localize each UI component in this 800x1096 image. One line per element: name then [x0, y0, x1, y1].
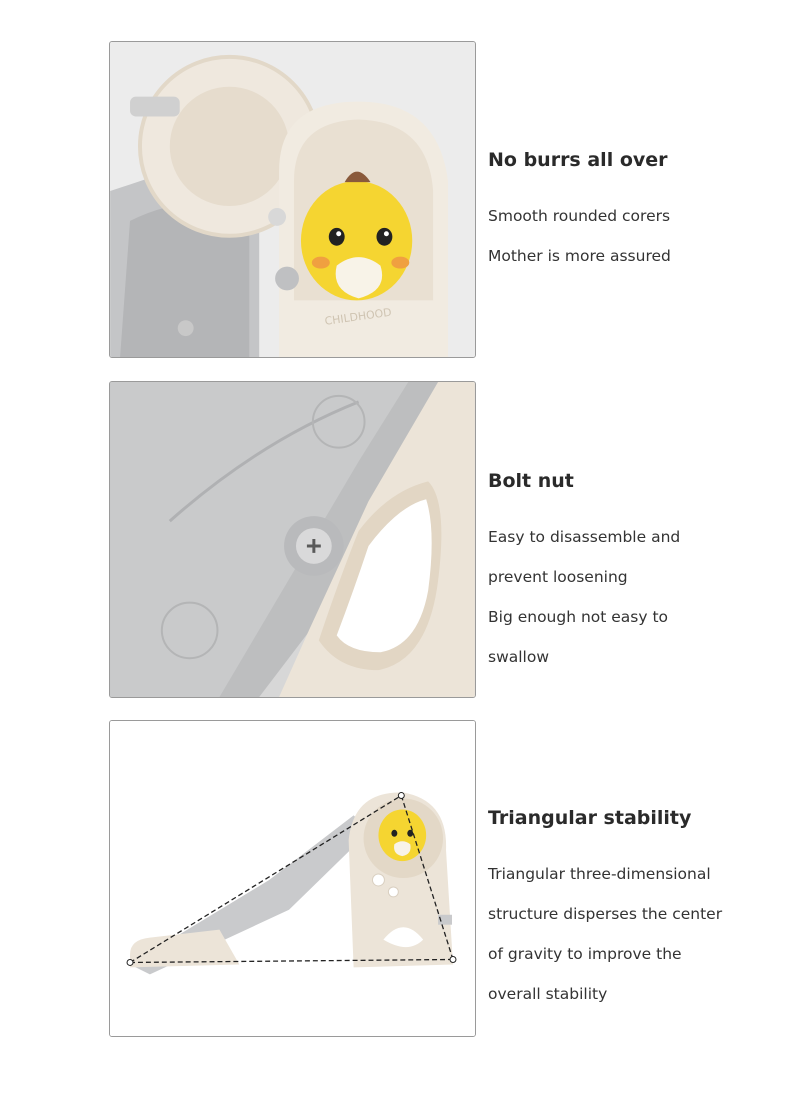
feature-description: [488, 186, 788, 266]
feature-description: [488, 507, 788, 667]
feature-line: structure disperses the center: [488, 905, 723, 923]
feature-line: Big enough not easy to: [488, 608, 669, 626]
feature-line: of gravity to improve the: [488, 945, 682, 963]
feature-description: [488, 844, 788, 1004]
feature-title: No burrs all over: [488, 149, 668, 171]
feature-line: swallow: [488, 648, 550, 666]
feature-title: Triangular stability: [488, 807, 692, 829]
feature-line: Mother is more assured: [488, 247, 671, 265]
product-image-smooth-corners: [109, 41, 476, 358]
feature-triangular-stability: [488, 806, 788, 1004]
slide-side-view-illustration: [110, 721, 475, 1036]
feature-line: Smooth rounded corers: [488, 207, 671, 225]
feature-line: Easy to disassemble and: [488, 528, 681, 546]
feature-title: Bolt nut: [488, 470, 574, 492]
feature-line: overall stability: [488, 985, 608, 1003]
feature-bolt-nut: [488, 469, 788, 667]
feature-no-burrs: [488, 148, 788, 266]
feature-line: Triangular three-dimensional: [488, 865, 711, 883]
bolt-closeup-illustration: [110, 382, 475, 697]
product-image-bolt-nut: [109, 381, 476, 698]
feature-line: prevent loosening: [488, 568, 628, 586]
product-image-triangular-stability: [109, 720, 476, 1037]
brand-embossed-text: CHILDHOOD: [323, 305, 393, 328]
slide-closeup-illustration: [110, 42, 475, 357]
